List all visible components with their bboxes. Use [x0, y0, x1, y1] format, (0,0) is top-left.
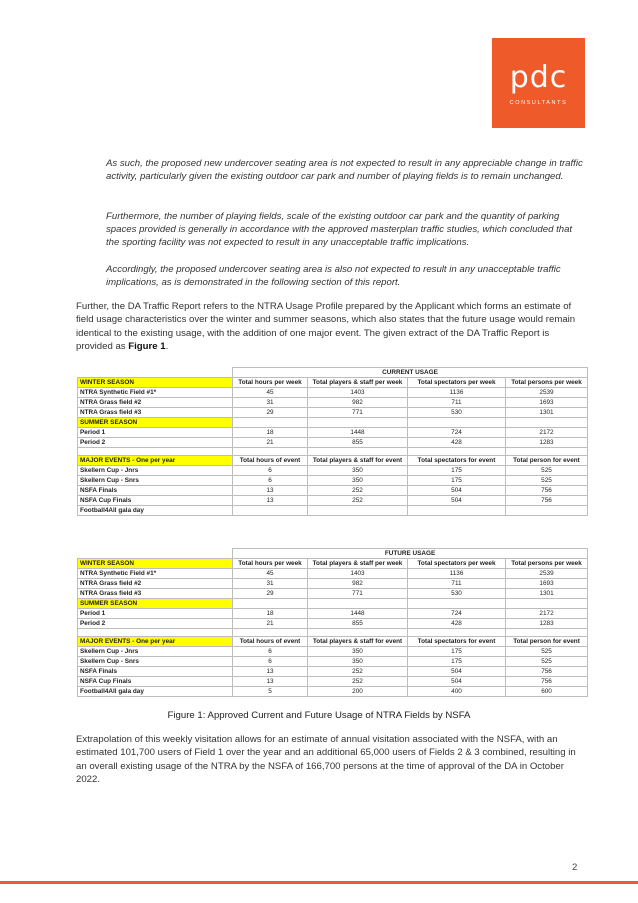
- table-row: [78, 589, 588, 599]
- table-cell: 525: [506, 647, 588, 657]
- table-cell: 21: [233, 438, 308, 448]
- table-cell: 6: [233, 657, 308, 667]
- table-row: [78, 398, 588, 408]
- row-label: Period 1: [78, 609, 233, 619]
- table-cell: 1403: [308, 569, 408, 579]
- table-cell: 1301: [506, 408, 588, 418]
- winter-season-label: WINTER SEASON: [78, 378, 233, 388]
- quote-paragraph-2: Furthermore, the number of playing fields, scale of the existing outdoor car park and the quantity of parking spaces provided is generally in accordance with the approved masterplan traffic studies, which concluded that the sporting facility was not expected to result in any unacceptable traffic implications.: [106, 211, 573, 248]
- empty-cell: [506, 448, 588, 456]
- column-header: Total players & staff per week: [308, 559, 408, 569]
- table-row: [78, 569, 588, 579]
- table-cell: 175: [408, 647, 506, 657]
- table-corner-cell: [78, 368, 233, 378]
- future-usage-table: [77, 548, 588, 697]
- table-row: [78, 466, 588, 476]
- current-usage-table: [77, 367, 588, 516]
- row-label: NTRA Grass field #3: [78, 408, 233, 418]
- table-cell: 350: [308, 466, 408, 476]
- table-cell: 6: [233, 466, 308, 476]
- table-cell: 175: [408, 466, 506, 476]
- column-header: Total spectators for event: [408, 456, 506, 466]
- row-label: Period 2: [78, 619, 233, 629]
- empty-cell: [408, 448, 506, 456]
- table-cell: 175: [408, 476, 506, 486]
- table-cell: 1693: [506, 398, 588, 408]
- table-cell: 252: [308, 486, 408, 496]
- table-cell: 855: [308, 619, 408, 629]
- row-label: Football4All gala day: [78, 687, 233, 697]
- table-cell: 1136: [408, 569, 506, 579]
- column-header: Total hours per week: [233, 559, 308, 569]
- column-header: Total spectators for event: [408, 637, 506, 647]
- table-cell: 2172: [506, 428, 588, 438]
- table-row: [78, 579, 588, 589]
- row-label: Period 2: [78, 438, 233, 448]
- pdc-logo: [492, 38, 585, 128]
- figure-caption: Figure 1: Approved Current and Future Usage of NTRA Fields by NSFA: [167, 710, 471, 721]
- logo-subtitle: CONSULTANTS: [509, 100, 568, 106]
- summer-season-label: SUMMER SEASON: [78, 599, 233, 609]
- table-cell: 13: [233, 667, 308, 677]
- table-cell: 756: [506, 496, 588, 506]
- empty-cell: [308, 448, 408, 456]
- table-cell: 45: [233, 388, 308, 398]
- table-cell: 400: [408, 687, 506, 697]
- table-cell: 252: [308, 677, 408, 687]
- row-label: NSFA Finals: [78, 667, 233, 677]
- row-label: NSFA Cup Finals: [78, 677, 233, 687]
- table-cell: 1301: [506, 589, 588, 599]
- table-cell: 1403: [308, 388, 408, 398]
- table-row: [78, 408, 588, 418]
- table-cell: 252: [308, 496, 408, 506]
- table-title-row: [78, 368, 588, 378]
- table-row: [78, 619, 588, 629]
- column-header: Total players & staff per week: [308, 378, 408, 388]
- row-label: NSFA Cup Finals: [78, 496, 233, 506]
- table-cell: 711: [408, 398, 506, 408]
- table-row: [78, 677, 588, 687]
- table-cell: 1448: [308, 428, 408, 438]
- table-cell: 175: [408, 657, 506, 667]
- table-cell: 756: [506, 667, 588, 677]
- major-events-label: MAJOR EVENTS - One per year: [78, 637, 233, 647]
- page-number: 2: [572, 862, 578, 873]
- table-cell: [408, 506, 506, 516]
- summer-header-row: [78, 418, 588, 428]
- summer-header-row: [78, 599, 588, 609]
- table-cell: 600: [506, 687, 588, 697]
- quote-paragraph-1: As such, the proposed new undercover seating area is not expected to result in any appreciable change in traffic activity, particularly given the existing outdoor car park and number of playing fields is to remain unchanged.: [106, 158, 583, 182]
- table-title: FUTURE USAGE: [233, 549, 588, 559]
- table-cell: 504: [408, 677, 506, 687]
- body-paragraph-2: Extrapolation of this weekly visitation allows for an estimate of annual visitation associated with the NSFA, with an estimated 101,700 users of Field 1 over the year and an additional 65,000 users of Fields 2 & 3 combined, resulting in an overall existing usage of the NTRA by the NSFA of 166,700 persons at the time of approval of the DA in October 2022.: [76, 734, 576, 786]
- column-header: Total hours of event: [233, 456, 308, 466]
- table-cell: 1283: [506, 619, 588, 629]
- footer-bar: [0, 881, 638, 884]
- spacer-row: [78, 629, 588, 637]
- empty-cell: [78, 629, 233, 637]
- table-cell: 1136: [408, 388, 506, 398]
- table-cell: 45: [233, 569, 308, 579]
- empty-cell: [408, 599, 506, 609]
- row-label: NTRA Synthetic Field #1*: [78, 388, 233, 398]
- spacer-row: [78, 448, 588, 456]
- column-header: Total players & staff for event: [308, 456, 408, 466]
- table-cell: 525: [506, 466, 588, 476]
- empty-cell: [308, 599, 408, 609]
- table-row: [78, 476, 588, 486]
- summer-season-label: SUMMER SEASON: [78, 418, 233, 428]
- table-row: [78, 609, 588, 619]
- table-cell: 252: [308, 667, 408, 677]
- table-cell: 771: [308, 589, 408, 599]
- major-events-label: MAJOR EVENTS - One per year: [78, 456, 233, 466]
- table-cell: 13: [233, 486, 308, 496]
- row-label: Skellern Cup - Jnrs: [78, 466, 233, 476]
- empty-cell: [408, 629, 506, 637]
- table-corner-cell: [78, 549, 233, 559]
- table-cell: 350: [308, 657, 408, 667]
- row-label: NSFA Finals: [78, 486, 233, 496]
- events-header-row: [78, 456, 588, 466]
- table-row: [78, 388, 588, 398]
- events-header-row: [78, 637, 588, 647]
- empty-cell: [233, 418, 308, 428]
- table-cell: 2172: [506, 609, 588, 619]
- table-cell: 2539: [506, 569, 588, 579]
- quote-paragraph-3: Accordingly, the proposed undercover seating area is also not expected to result in any unacceptable traffic implications, as is demonstrated in the following section of this report.: [106, 264, 561, 288]
- column-header: Total hours per week: [233, 378, 308, 388]
- table-cell: 504: [408, 486, 506, 496]
- table-cell: 18: [233, 428, 308, 438]
- table-cell: 350: [308, 647, 408, 657]
- column-header: Total person for event: [506, 637, 588, 647]
- table-cell: 1448: [308, 609, 408, 619]
- table-row: [78, 687, 588, 697]
- column-header: Total spectators per week: [408, 559, 506, 569]
- table-cell: 2539: [506, 388, 588, 398]
- winter-season-label: WINTER SEASON: [78, 559, 233, 569]
- table-cell: 428: [408, 619, 506, 629]
- row-label: NTRA Grass field #2: [78, 398, 233, 408]
- table-cell: 711: [408, 579, 506, 589]
- row-label: Football4All gala day: [78, 506, 233, 516]
- table-cell: 1693: [506, 579, 588, 589]
- logo-mark: pdc: [509, 60, 568, 95]
- table-cell: 530: [408, 408, 506, 418]
- table-cell: 18: [233, 609, 308, 619]
- table-cell: [308, 506, 408, 516]
- table-title-row: [78, 549, 588, 559]
- table-cell: 724: [408, 428, 506, 438]
- row-label: Skellern Cup - Snrs: [78, 476, 233, 486]
- table-cell: 525: [506, 657, 588, 667]
- table-cell: 6: [233, 476, 308, 486]
- table-cell: 200: [308, 687, 408, 697]
- table-row: [78, 657, 588, 667]
- table-cell: 29: [233, 589, 308, 599]
- row-label: NTRA Synthetic Field #1*: [78, 569, 233, 579]
- empty-cell: [506, 599, 588, 609]
- column-header: Total spectators per week: [408, 378, 506, 388]
- row-label: Skellern Cup - Snrs: [78, 657, 233, 667]
- table-row: [78, 647, 588, 657]
- empty-cell: [408, 418, 506, 428]
- empty-cell: [308, 629, 408, 637]
- body-paragraph-1: [76, 300, 586, 354]
- table-cell: 982: [308, 398, 408, 408]
- row-label: Skellern Cup - Jnrs: [78, 647, 233, 657]
- table-cell: 13: [233, 677, 308, 687]
- column-header: Total person for event: [506, 456, 588, 466]
- empty-cell: [233, 448, 308, 456]
- table-cell: [506, 506, 588, 516]
- table-cell: 29: [233, 408, 308, 418]
- empty-cell: [506, 629, 588, 637]
- table-cell: 724: [408, 609, 506, 619]
- column-header: Total persons per week: [506, 559, 588, 569]
- table-cell: 504: [408, 667, 506, 677]
- winter-header-row: [78, 559, 588, 569]
- column-header: Total persons per week: [506, 378, 588, 388]
- table-cell: 756: [506, 486, 588, 496]
- table-cell: 855: [308, 438, 408, 448]
- empty-cell: [233, 599, 308, 609]
- table-cell: 1283: [506, 438, 588, 448]
- empty-cell: [78, 448, 233, 456]
- table-row: [78, 496, 588, 506]
- table-cell: 504: [408, 496, 506, 506]
- table-cell: 5: [233, 687, 308, 697]
- table-row: [78, 428, 588, 438]
- table-cell: 350: [308, 476, 408, 486]
- figure-reference: Figure 1: [128, 341, 166, 353]
- table-cell: 982: [308, 579, 408, 589]
- table-cell: 31: [233, 579, 308, 589]
- table-cell: 21: [233, 619, 308, 629]
- row-label: Period 1: [78, 428, 233, 438]
- body-paragraph-1-text: Further, the DA Traffic Report refers to the NTRA Usage Profile prepared by the Applicant which forms an estimate of field usage characteristics over the winter and summer seasons, which also states that the future usage would remain identical to the existing usage, with the addition of one major event. The given extract of the DA Traffic Report is provided as: [76, 301, 576, 353]
- table-row: [78, 438, 588, 448]
- winter-header-row: [78, 378, 588, 388]
- row-label: NTRA Grass field #2: [78, 579, 233, 589]
- table-row: [78, 667, 588, 677]
- table-cell: 31: [233, 398, 308, 408]
- column-header: Total players & staff for event: [308, 637, 408, 647]
- table-cell: 13: [233, 496, 308, 506]
- table-title: CURRENT USAGE: [233, 368, 588, 378]
- table-row: [78, 506, 588, 516]
- column-header: Total hours of event: [233, 637, 308, 647]
- table-row: [78, 486, 588, 496]
- table-cell: 756: [506, 677, 588, 687]
- table-cell: 530: [408, 589, 506, 599]
- empty-cell: [233, 629, 308, 637]
- table-cell: 525: [506, 476, 588, 486]
- table-cell: 428: [408, 438, 506, 448]
- row-label: NTRA Grass field #3: [78, 589, 233, 599]
- table-cell: 6: [233, 647, 308, 657]
- table-cell: 771: [308, 408, 408, 418]
- empty-cell: [506, 418, 588, 428]
- empty-cell: [308, 418, 408, 428]
- body-paragraph-1-end: .: [165, 341, 169, 353]
- table-cell: [233, 506, 308, 516]
